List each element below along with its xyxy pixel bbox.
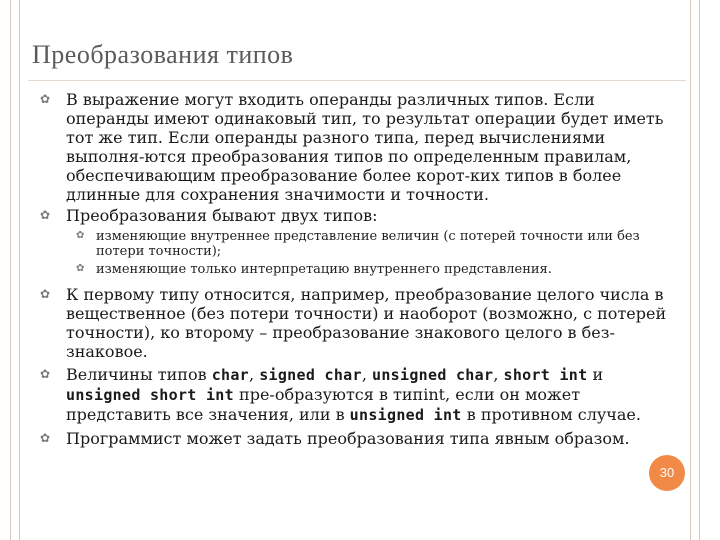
bullet-text-part: в противном случае. (461, 405, 641, 424)
flower-bullet-icon: ✿ (40, 92, 51, 106)
sub-bullet-text: изменяющие только интерпретацию внутреннего представления. (96, 262, 552, 277)
sub-bullet-item (40, 262, 680, 277)
flower-bullet-icon: ✿ (76, 230, 85, 241)
flower-bullet-icon: ✿ (40, 367, 51, 381)
bullet-text-part: пре-образуются в типint, если он может представить все значения, или в (66, 385, 581, 424)
left-frame-decoration (10, 0, 20, 540)
bullet-text: Программист может задать преобразования типа явным образом. (66, 429, 630, 448)
slide-title: Преобразования типов (32, 40, 294, 69)
type-keyword: unsigned short int (66, 386, 234, 404)
sub-bullet-text: изменяющие внутреннее представление величин (с потерей точности или без потери точности); (96, 229, 640, 259)
bullet-text-part: и (587, 365, 604, 384)
bullet-text: В выражение могут входить операнды различных типов. Если операнды имеют одинаковый тип, то результат операции будет иметь тот же тип. Если операнды разного типа, перед вычислениями выполня-ются преобразования типов по определенным правилам, обеспечивающим преобразование более корот-ких типов в более длинные для сохранения значимости и точности. (66, 90, 664, 204)
bullet-item (40, 90, 680, 204)
bullet-item (40, 206, 680, 225)
flower-bullet-icon: ✿ (40, 431, 51, 445)
bullet-text-part: , (361, 365, 372, 384)
bullet-text-part: , (249, 365, 260, 384)
title-divider (28, 80, 686, 81)
bullet-text: К первому типу относится, например, преобразование целого числа в вещественное (без потери точности) и наоборот (возможно, с потерей точности), ко второму – преобразование знакового целого в без-знаковое. (66, 285, 667, 361)
sub-bullet-item (40, 229, 680, 259)
bullet-text-part: , (493, 365, 504, 384)
bullet-item (40, 285, 680, 361)
flower-bullet-icon: ✿ (40, 287, 51, 301)
bullet-item (40, 365, 680, 425)
type-keyword: signed char (259, 366, 362, 384)
flower-bullet-icon: ✿ (40, 208, 51, 222)
type-keyword: unsigned char (372, 366, 494, 384)
bullet-text: Преобразования бывают двух типов: (66, 206, 378, 225)
type-keyword: char (211, 366, 250, 384)
page-number-badge: 30 (649, 455, 685, 491)
flower-bullet-icon: ✿ (76, 263, 85, 274)
bullet-text-part: Величины типов (66, 365, 212, 384)
slide-content (40, 90, 680, 448)
type-keyword: short int (503, 366, 588, 384)
bullet-item (40, 429, 680, 448)
right-frame-decoration (690, 0, 700, 540)
type-keyword: unsigned int (349, 406, 462, 424)
